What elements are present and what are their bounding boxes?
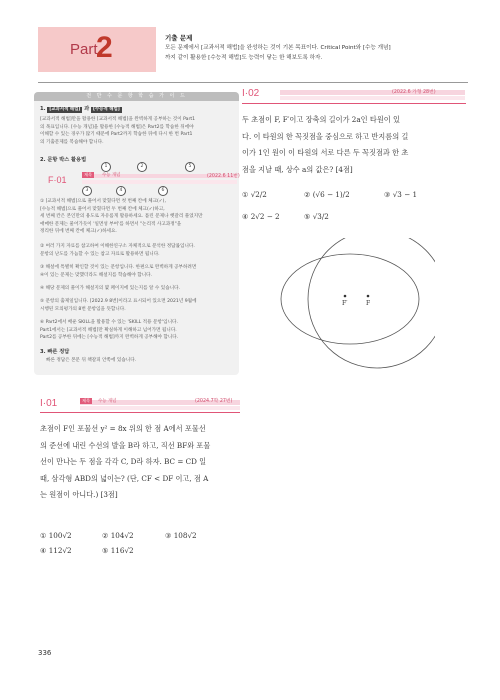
problem-2-choice-2[interactable]: ② (√6 − 1)/2 — [304, 190, 350, 199]
section-number: 1. — [40, 106, 46, 112]
callout-5: 5 — [185, 162, 195, 172]
question-line: 초점이 F인 포물선 y² = 8x 위의 한 점 A에서 포물선 — [40, 424, 206, 433]
csat-method-tag: [수능적 해법] — [93, 107, 120, 112]
header-description — [165, 43, 465, 63]
text-line: ⑥ Part2에서 배운 SKILL을 활용할 수 있는 'SKILL 적용 문항'입니다. — [40, 320, 178, 325]
callout-6: 6 — [158, 186, 168, 196]
header-divider — [38, 82, 468, 83]
problem-1-question — [40, 421, 250, 504]
problem-2-question — [242, 112, 468, 178]
text-line: 애매한 문제는 물어가듯이 '일면성 부여'를 하면서 "논리적 사고과정"을 — [40, 221, 182, 227]
text-line: 시행된 모의평가의 8번 문항임을 뜻합니다. — [40, 306, 126, 312]
problem-2-tag-bar — [280, 90, 465, 95]
callout-3: 3 — [82, 186, 92, 196]
guide-item-6 — [40, 319, 238, 342]
callout-1: 1 — [101, 162, 111, 172]
problem-2-choice-4[interactable]: ④ 2√2 − 2 — [242, 212, 280, 221]
sample-problem-id: F·01 — [48, 175, 67, 185]
problem-2-year: (2022.6 가형 28번) — [392, 90, 436, 95]
page-number: 336 — [38, 649, 52, 657]
problem-1-choice-5[interactable]: ⑤ 116√2 — [102, 546, 134, 555]
guide-title: 전 반 수 문 항 학 습 가 이 드 — [86, 93, 187, 99]
header-line-1: 모든 문제에서 [교과서적 해법]을 완성하는 것이 기본 목표이다. Critical Point와 [수능 개념] — [165, 45, 391, 51]
problem-2-choice-1[interactable]: ① √2/2 — [242, 190, 267, 199]
problem-1-choice-2[interactable]: ② 104√2 — [102, 531, 134, 540]
text-line: 정리한 뒤에 번째 칸에 체크(✓)하세요. — [40, 229, 117, 235]
text-line: 문항의 난도를 가늠할 수 있는 참고 자료로 활용하면 됩니다. — [40, 251, 160, 257]
header-line-2: 까지 같이 활용한 [수능적 해법]도 능력이 닿는 한 해보도록 하자. — [165, 55, 323, 61]
text-line: Part1에서는 [교과서적 해법]만 확실하게 이해하고 넘어가면 됩니다. — [40, 327, 177, 333]
sample-year: (2022.6 11번) — [207, 174, 240, 179]
text-line: 의 목표입니다. [수능 개념]을 활용한 [수능적 해법]은 Part2를 학습한 뒤에야 — [40, 124, 194, 130]
text-line: ④ 해당 문제의 풀이가 해설지의 몇 페이지에 있는지를 알 수 있습니다. — [40, 286, 180, 291]
guide-section-1-text — [40, 116, 235, 146]
guide-section-3-heading: 3. 빠른 정답 — [40, 349, 70, 355]
header-title: 기출 문제 — [165, 34, 193, 42]
circle-shape — [308, 238, 435, 368]
problem-1-choice-1[interactable]: ① 100√2 — [40, 531, 72, 540]
question-line: 이가 1인 원이 이 타원의 서로 다른 두 꼭짓점과 한 초 — [242, 148, 409, 157]
guide-item-4 — [40, 285, 238, 293]
question-line: 때, 삼각형 ABD의 넓이는? (단, CF < DF 이고, 점 A — [40, 473, 209, 483]
focus-f-point — [367, 295, 370, 298]
problem-2-id: I·02 — [242, 88, 260, 99]
problem-2-choice-5[interactable]: ⑤ √3/2 — [304, 212, 329, 221]
text-line: ④이 있는 문제는 맞했더라도 해설지를 학습해야 합니다. — [40, 272, 152, 278]
text-line: ② 여러 가지 자료를 참고하여 이해한연구소 자체적으로 분석한 정답률입니다. — [40, 244, 195, 249]
problem-2-choice-3[interactable]: ③ √3 − 1 — [384, 190, 418, 199]
sample-tag-title: 제목 — [84, 172, 93, 177]
guide-item-5 — [40, 298, 238, 313]
callout-4: 4 — [116, 186, 126, 196]
sample-check-row — [82, 180, 237, 184]
guide-item-2 — [40, 243, 238, 258]
ellipse-shape — [281, 254, 419, 344]
question-line: 는 원점이 아니다.) [3점] — [40, 490, 118, 499]
text-line: 의 기출문제를 복습해야 합니다. — [40, 139, 104, 145]
text-line: [수능적 해법]으로 풀어서 맞혔다면 두 번째 칸에 체크(✓)하고, — [40, 206, 165, 212]
textbook-method-tag: [교과서적 해법] — [49, 107, 81, 112]
text-line: 이해할 수 있는 경우가 많기 때문에 Part2까지 학습한 뒤에 다시 한 번 Part1 — [40, 132, 193, 138]
problem-1-tag-concept: 수능 개념 — [98, 399, 117, 404]
guide-section-2-heading: 2. 문항 박스 활용법 — [40, 157, 87, 163]
question-line: 다. 이 타원의 한 꼭짓점을 중심으로 하고 반지름의 길 — [242, 131, 409, 141]
problem-1-check-row — [80, 406, 240, 410]
section-connector: 과 — [84, 106, 90, 112]
focus-f-label: F — [366, 300, 371, 307]
part-label: Part — [70, 41, 98, 58]
question-line: 의 준선에 내린 수선의 발을 B라 하고, 직선 BF와 포물 — [40, 440, 211, 450]
guide-section-3-text: 빠른 정답은 본문 뒤 책갈피 안쪽에 있습니다. — [46, 358, 137, 363]
problem-1-id: I·01 — [40, 398, 58, 409]
focus-f-prime-point — [344, 295, 347, 298]
question-line: 두 초점이 F, F′이고 장축의 길이가 2a인 타원이 있 — [242, 115, 400, 124]
text-line: Part2를 공부한 뒤에는 [수능적 해법]까지 완벽하게 공부해야 합니다. — [40, 335, 179, 341]
problem-1-year: (2024.7학 27번) — [195, 399, 233, 404]
text-line: ① [교과서적 해법]으로 풀어서 맞혔다면 첫 번째 칸에 체크(✓), — [40, 199, 166, 204]
guide-section-1-heading — [40, 105, 235, 113]
ellipse-circle-figure — [270, 238, 435, 373]
problem-1-choice-4[interactable]: ④ 112√2 — [40, 546, 72, 555]
guide-section-1 — [40, 105, 235, 146]
focus-f-prime-label: F′ — [342, 300, 348, 307]
problem-2-divider — [242, 103, 466, 104]
sample-tag-concept: 수능 개념 — [102, 173, 121, 178]
problem-1-divider — [40, 412, 240, 413]
question-line: 선이 만나는 두 점을 각각 C, D라 하자. BC = CD 일 — [40, 457, 207, 466]
problem-1-tag-title: 제목 — [82, 398, 91, 403]
question-line: 점을 지날 때, 상수 a의 값은? [4점] — [242, 164, 353, 174]
part-number: 2 — [96, 31, 113, 64]
text-line: ③ 해설에 특별히 확인할 것이 있는 문항입니다. 한편으로 완벽하게 공부하려면 — [40, 265, 197, 270]
problem-1-choice-3[interactable]: ③ 108√2 — [165, 531, 197, 540]
callout-2: 2 — [137, 162, 147, 172]
text-line: ⑤ 문항의 출제일입니다. [2022.9 8번]이라고 표시되어 있으면 2021년 9월에 — [40, 299, 197, 304]
guide-item-1 — [40, 198, 238, 236]
problem-2-check-row — [280, 96, 465, 100]
text-line: 세 번째 칸은 본인만의 용도로 자유롭게 활용하세요. 틀린 문제나 헷갈리 풀었지만 — [40, 214, 203, 220]
text-line: [교과서적 해법]만을 활용한 [교과서적 해법]을 완벽하게 공부하는 것이 Part1 — [40, 117, 196, 122]
guide-item-3 — [40, 264, 238, 279]
